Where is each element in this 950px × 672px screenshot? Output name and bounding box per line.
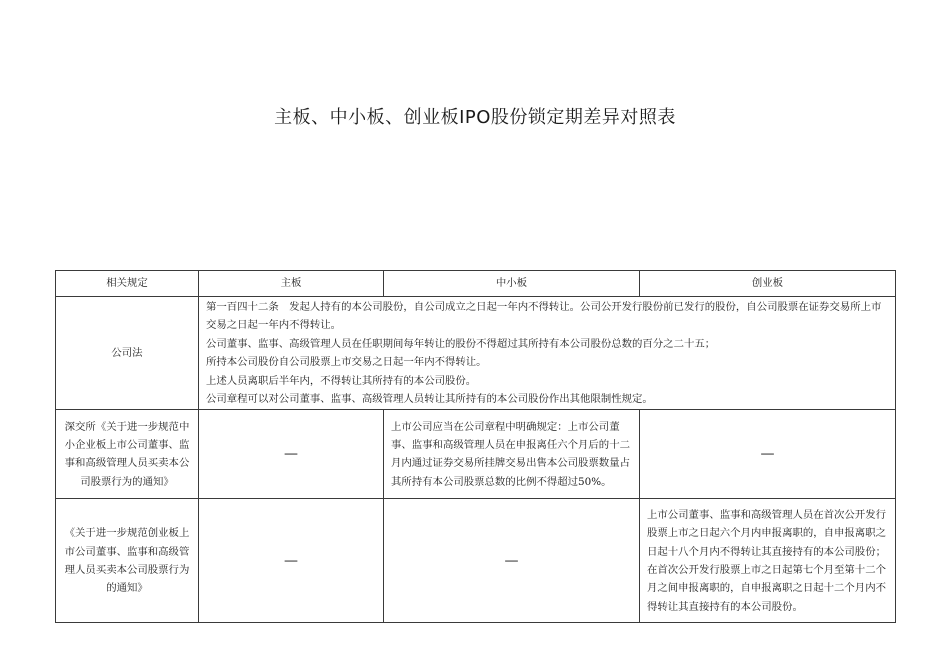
row-label-gem-notice: 《关于进一步规范创业板上市公司董事、监事和高级管理人员买卖本公司股票行为的通知》 [56, 499, 199, 623]
company-law-line-2: 公司董事、监事、高级管理人员在任职期间每年转让的股份不得超过其所持有本公司股份总数的百分之二十五； [206, 337, 716, 350]
row-label-company-law: 公司法 [56, 297, 199, 410]
table-row-szse-sme-notice [56, 410, 896, 499]
company-law-line-1: 第一百四十二条 发起人持有的本公司股份，自公司成立之日起一年内不得转让。公司公开发行股份前已发行的股份，自公司股票在证券交易所上市交易之日起一年内不得转让。 [206, 301, 882, 332]
gem-board-cell-empty: — [640, 410, 896, 499]
table-row-company-law [56, 297, 896, 410]
document-title: 主板、中小板、创业板IPO股份锁定期差异对照表 [274, 107, 676, 128]
comparison-table [55, 270, 896, 623]
table-row-gem-notice [56, 499, 896, 623]
row-label-szse-sme-notice: 深交所《关于进一步规范中小企业板上市公司董事、监事和高级管理人员买卖本公司股票行为的通知》 [56, 410, 199, 499]
header-regulation: 相关规定 [56, 271, 199, 297]
header-gem-board: 创业板 [640, 271, 896, 297]
sme-board-rule-text: 上市公司应当在公司章程中明确规定：上市公司董事、监事和高级管理人员在申报离任六个月后的十二月内通过证券交易所挂牌交易出售本公司股票数量占其所持有本公司股票总数的比例不得超过50%。 [384, 410, 640, 499]
company-law-text [199, 297, 896, 410]
sme-board-cell-empty: — [384, 499, 640, 623]
header-sme-board: 中小板 [384, 271, 640, 297]
company-law-line-5: 公司章程可以对公司董事、监事、高级管理人员转让其所持有的本公司股份作出其他限制性规定。 [206, 393, 653, 406]
header-main-board: 主板 [199, 271, 384, 297]
main-board-cell-empty: — [199, 499, 384, 623]
main-board-cell-empty: — [199, 410, 384, 499]
gem-board-rule-text: 上市公司董事、监事和高级管理人员在首次公开发行股票上市之日起六个月内申报离职的，自申报离职之日起十八个月内不得转让其直接持有的本公司股份；在首次公开发行股票上市之日起第七个月至第十二个月之间申报离职的，自申报离职之日起十二个月内不得转让其直接持有的本公司股份。 [640, 499, 896, 623]
company-law-line-3: 所持本公司股份自公司股票上市交易之日起一年内不得转让。 [206, 356, 487, 369]
company-law-line-4: 上述人员离职后半年内，不得转让其所持有的本公司股份。 [206, 374, 477, 387]
table-header-row [56, 271, 896, 297]
